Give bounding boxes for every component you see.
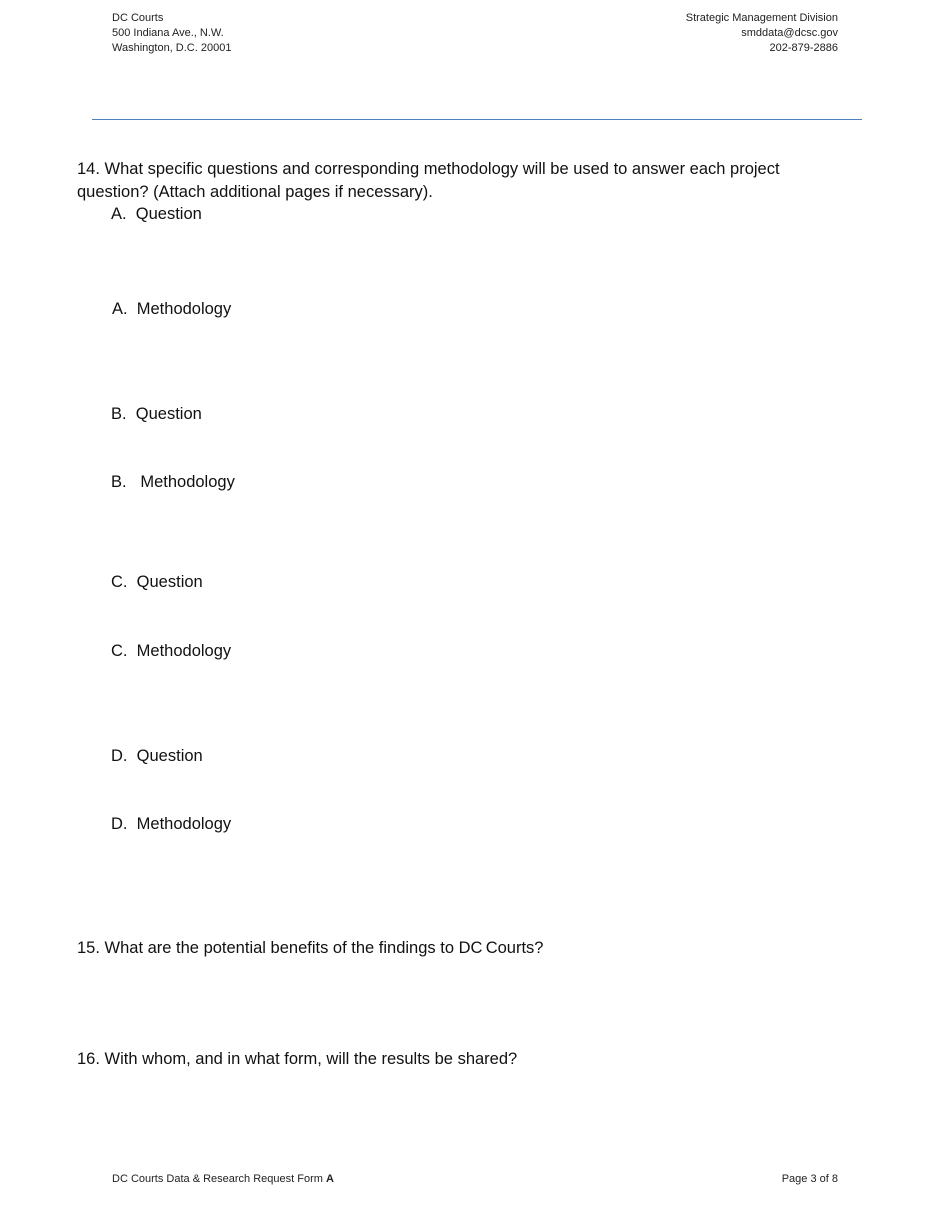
q14-item-a-question: A. Question (111, 205, 202, 223)
header-phone: 202-879-2886 (769, 42, 838, 54)
q14-item-b-methodology: B. Methodology (111, 473, 235, 491)
header-email: smddata@dcsc.gov (741, 27, 838, 39)
q14-item-d-methodology: D. Methodology (111, 815, 232, 833)
header-division: Strategic Management Division (685, 12, 838, 24)
header-address-block (112, 11, 231, 56)
question-15-text: 15. What are the potential benefits of the findings to DC Courts? (77, 939, 544, 957)
q14-item-c-question: C. Question (111, 573, 203, 591)
q14-item-a-methodology: A. Methodology (112, 300, 232, 318)
q14-item-d-question: D. Question (111, 747, 203, 765)
footer-form-name (112, 1173, 334, 1185)
footer-form-title: DC Courts Data & Research Request Form (112, 1173, 323, 1185)
header-contact-block (686, 11, 838, 56)
footer-form-letter: A (325, 1173, 334, 1185)
q14-item-b-question: B. Question (111, 405, 202, 423)
header-city: Washington, D.C. 20001 (112, 42, 232, 54)
header-divider (92, 119, 862, 120)
header-street: 500 Indiana Ave., N.W. (112, 27, 224, 39)
q14-item-c-methodology: C. Methodology (111, 642, 232, 660)
question-14-text: 14. What specific questions and corresponding methodology will be used to answer each project question? (Attach additional pages if necessary). (77, 160, 780, 201)
question-16-text: 16. With whom, and in what form, will the results be shared? (77, 1050, 518, 1068)
footer-page-number: Page 3 of 8 (781, 1173, 838, 1185)
header-org-name: DC Courts (112, 12, 164, 24)
